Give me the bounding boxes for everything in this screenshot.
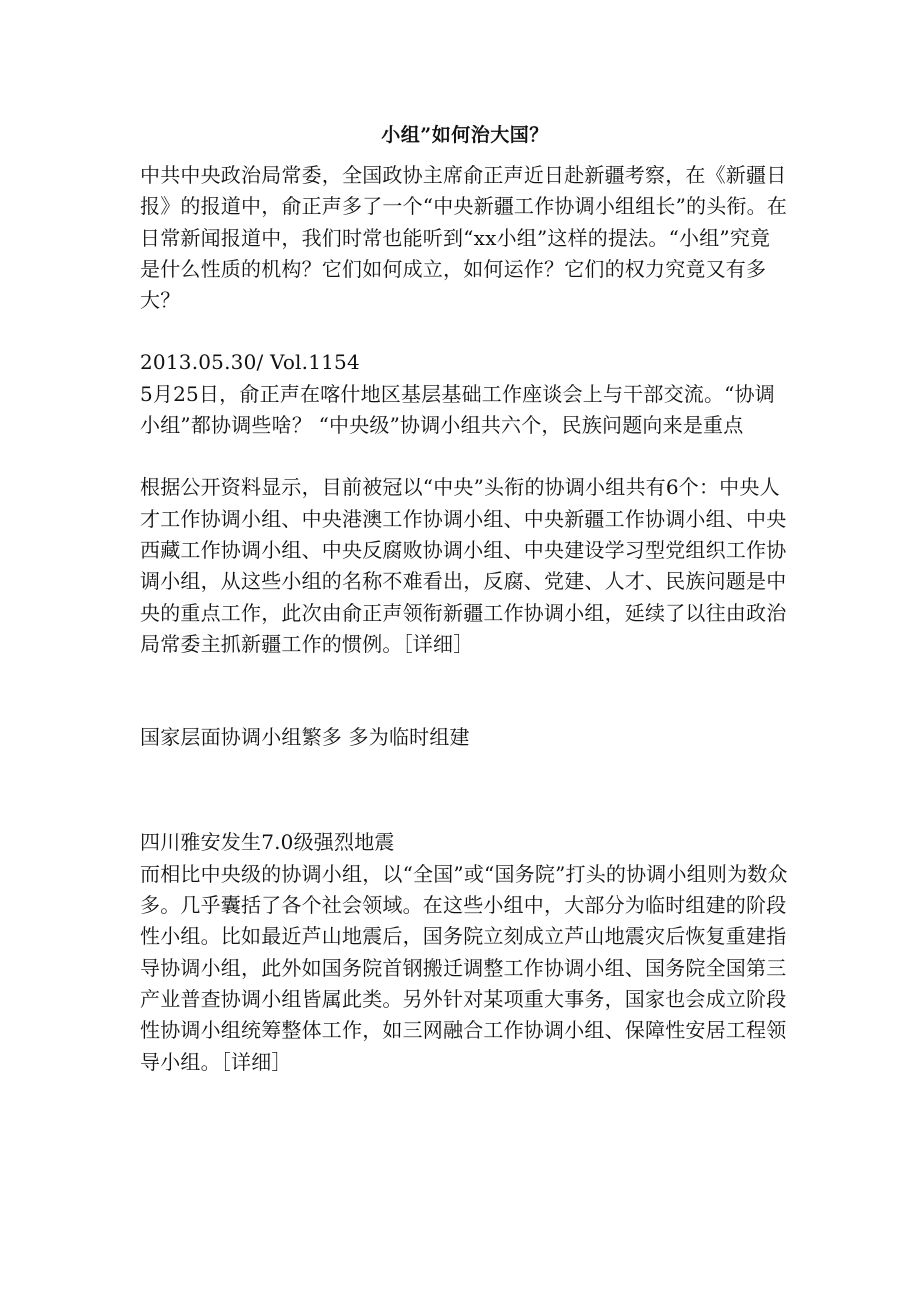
spacer (140, 441, 790, 472)
photo-caption: 5月25日，俞正声在喀什地区基层基础工作座谈会上与干部交流。“协调小组”都协调些啥？ “中央级”协调小组共六个，民族问题向来是重点 (140, 381, 775, 438)
section3-body: 而相比中央级的协调小组，以“全国”或“国务院”打头的协调小组则为数众多。几乎囊括了各个社会领域。在这些小组中，大部分为临时组建的阶段性小组。比如最近芦山地震后，国务院立刻成立芦山地震灾后恢复重建指导协调小组，此外如国务院首钢搬迁调整工作协调小组、国务院全国第三产业普查协调小组皆属此类。另外针对某项重大事务，国家也会成立阶段性协调小组统筹整体工作，如三网融合工作协调小组、保障性安居工程领导小组。［详细］ (140, 861, 788, 1074)
document-content (140, 118, 790, 1078)
intro-paragraph: 中共中央政治局常委，全国政协主席俞正声近日赴新疆考察，在《新疆日报》的报道中，俞正声多了一个“中央新疆工作协调小组组长”的头衔。在日常新闻报道中，我们时常也能听到“xx小组”这样的提法。“小组”究竟是什么性质的机构？它们如何成立，如何运作？它们的权力究竟又有多大？ (140, 163, 788, 313)
spacer (140, 753, 790, 827)
section3-heading: 四川雅安发生7.0级强烈地震 (140, 830, 395, 855)
spacer (140, 660, 790, 722)
date-volume: 2013.05.30/ Vol.1154 (140, 350, 360, 375)
section2-heading: 国家层面协调小组繁多 多为临时组建 (140, 725, 470, 750)
document-title: 小组”如何治大国？ (381, 124, 549, 146)
spacer (140, 316, 790, 347)
section1-body: 根据公开资料显示，目前被冠以“中央”头衔的协调小组共有6个：中央人才工作协调小组、中央港澳工作协调小组、中央新疆工作协调小组、中央西藏工作协调小组、中央反腐败协调小组、中央建设学习型党组织工作协调小组，从这些小组的名称不难看出，反腐、党建、人才、民族问题是中央的重点工作，此次由俞正声领衔新疆工作协调小组，延续了以往由政治局常委主抓新疆工作的惯例。［详细］ (140, 475, 787, 656)
